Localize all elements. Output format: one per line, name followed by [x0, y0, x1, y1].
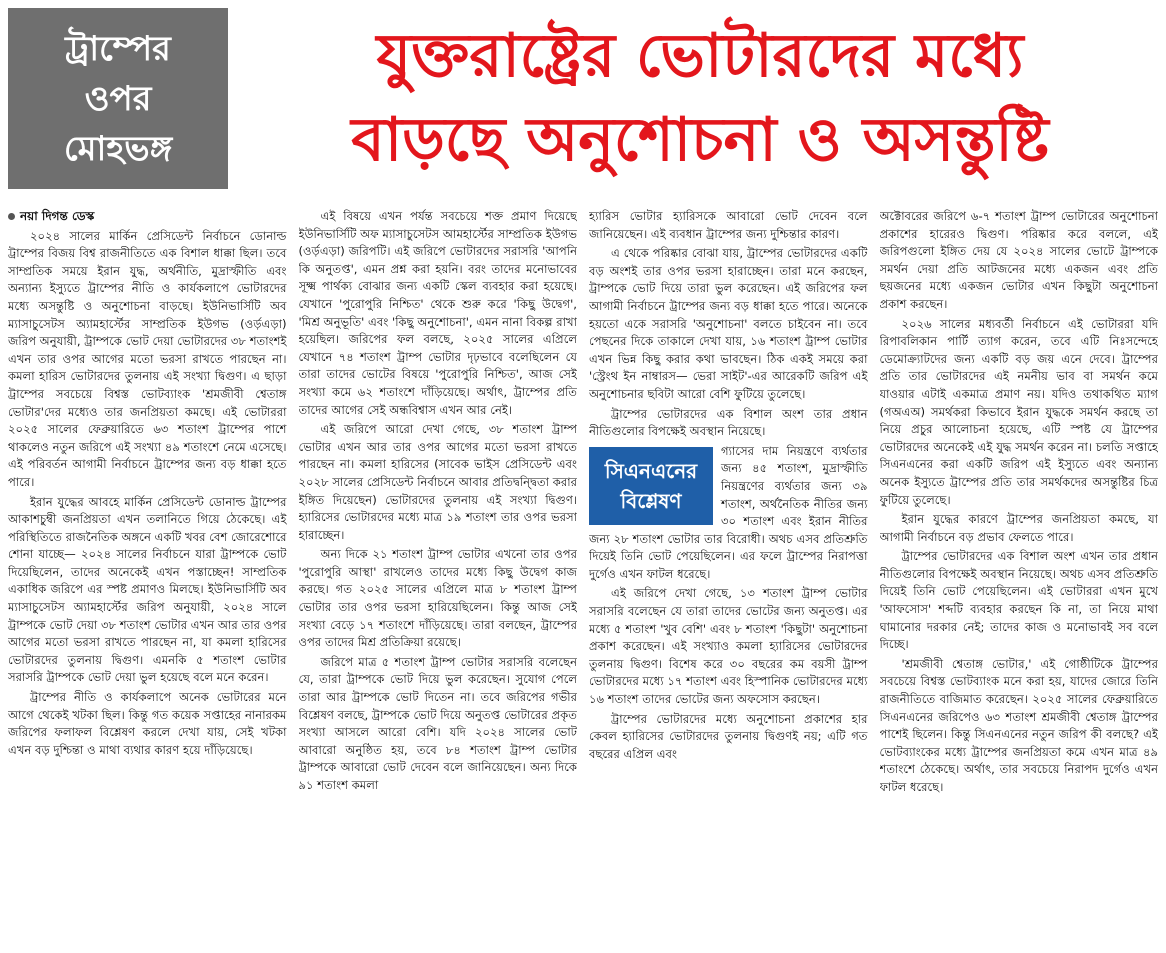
- article-column: [589, 208, 868, 946]
- article-column: [880, 208, 1159, 946]
- analysis-box-line: সিএনএনের: [604, 458, 698, 483]
- paragraph: ২০২৬ সালের মধ্যবর্তী নির্বাচনে এই ভোটাররা যদি রিপাবলিকান পার্টি ত্যাগ করেন, তবে এটি নিঃসন্দেহে ডেমোক্র্যাটদের জন্য একটি বড় জয় এনে দেবে। ট্রাম্পের প্রতি তার ভোটারদের এই নমনীয় ভাব বা সমর্থন কমে যাওয়ার এটাই একমাত্র প্রমাণ নয়। যদিও তথাকথিত ম্যাগ (গঅএঅ) সমর্থকরা কিভাবে ইরান যুদ্ধকে সমর্থন করছে তা নিয়ে প্রচুর আলোচনা হয়েছে, এটি স্পষ্ট যে ট্রাম্পের ভোটারদের অনেকেই এই যুদ্ধ সমর্থন করেন না। চলতি সপ্তাহে সিএনএনের করা একটি জরিপ এই ইস্যুতে এবং অন্যান্য অনেক ইস্যুতে ট্রাম্পের প্রতি তার সমর্থকদের অসন্তুষ্টির চিত্র ফুটিয়ে তুলেছে।: [879, 316, 1158, 507]
- paragraph: ট্রাম্পের ভোটারদের এক বিশাল অংশ তার প্রধান নীতিগুলোর বিপক্ষেই অবস্থান নিয়েছে।: [589, 406, 868, 439]
- paragraph: ট্রাম্পের নীতি ও কার্যকলাপে অনেক ভোটারের মনে আগে থেকেই খটকা ছিল। কিন্তু গত কয়েক সপ্তাহের নানারকম জরিপের ফলাফল বিশ্লেষণ করলে দেখা যায়, সেই খটকা এখন বড় দুশ্চিন্তা ও মাথা ব্যথার কারণ হয়ে দাঁড়িয়েছে।: [8, 690, 287, 757]
- paragraph: ট্রাম্পের ভোটারদের এক বিশাল অংশ এখন তার প্রধান নীতিগুলোর বিপক্ষেই অবস্থান নিয়েছে। অথচ এসব প্রতিশ্রুতি দিয়েই তিনি ভোট পেয়েছিলেন। এই ভোটাররা এখন মুখে 'আফসোস' শব্দটি ব্যবহার করছেন কি না, তা নিয়ে মাথা ঘামানোর দরকার নেই; তাদের কাজ ও মনোভাবই সব বলে দিচ্ছে।: [879, 549, 1158, 652]
- paragraph: ইরান যুদ্ধের আবহে মার্কিন প্রেসিডেন্ট ডোনাল্ড ট্রাম্পের আকাশচুম্বী জনপ্রিয়তা এখন তলানিতে গিয়ে ঠেকেছে। এই পরিস্থিতিতে রাজনৈতিক অঙ্গনে একটি খবর বেশ জোরেশোরে শোনা যাচ্ছে— ২০২৪ সালের নির্বাচনে যারা ট্রাম্পকে ভোট দিয়েছিলেন, তাদের অনেকেই এখন পস্তাচ্ছেন! সাম্প্রতিক একাধিক জরিপে এর স্পষ্ট প্রমাণও মিলছে। ইউনিভার্সিটি অব ম্যাসাচুসেটস অ্যামহার্স্টের জরিপ অনুযায়ী, ২০২৪ সালে ট্রাম্পকে ভোট দেয়া ৩৮ শতাংশ ভোটার এখন আর তার ওপর আগের মতো ভরসা রাখতে পারছেন না, যা কমলা হারিসের ভোটারদের তুলনায় দ্বিগুণ। এমনকি ৫ শতাংশ ভোটার সরাসরি ট্রাম্পকে ভোট দেয়া ভুল হয়েছে বলে মনে করেন।: [8, 494, 287, 685]
- paragraph: জরিপে মাত্র ৫ শতাংশ ট্রাম্প ভোটার সরাসরি বলেছেন যে, তারা ট্রাম্পকে ভোট দিয়ে ভুল করেছেন। সুযোগ পেলে তারা আর ট্রাম্পকে ভোট দিতেন না। তবে জরিপের গভীর বিশ্লেষণ বলছে, ট্রাম্পকে ভোট দিয়ে অনুতপ্ত ভোটারের প্রকৃত সংখ্যা আসলে আরো বেশি। যদি ২০২৪ সালের ভোট আবারো অনুষ্ঠিত হয়, তবে ৮৪ শতাংশ ট্রাম্প ভোটার ট্রাম্পকে আবারো ভোট দেবেন বলে জানিয়েছেন। অন্য দিকে ৯১ শতাংশ কমলা: [298, 654, 577, 792]
- paragraph: হ্যারিস ভোটার হ্যারিসকে আবারো ভোট দেবেন বলে জানিয়েছেন। এই ব্যবধান ট্রাম্পের জন্য দুশ্চিন্তার কারণ।: [589, 209, 868, 241]
- headline: [240, 14, 1160, 182]
- headline-line: বাড়ছে অনুশোচনা ও অসন্তুষ্টি: [351, 105, 1049, 175]
- article-body: [8, 208, 1158, 946]
- paragraph: ট্রাম্পের ভোটারদের মধ্যে অনুশোচনা প্রকাশের হার কেবল হ্যারিসের ভোটারদের তুলনায় দ্বিগুণই নয়; এটি গত বছরের এপ্রিল এবং: [589, 711, 868, 761]
- paragraph: ২০২৪ সালের মার্কিন প্রেসিডেন্ট নির্বাচনে ডোনাল্ড ট্রাম্পের বিজয় বিশ্ব রাজনীতিতে এক বিশাল ধাক্কা ছিল। তবে সাম্প্রতিক সময়ে ইরান যুদ্ধ, অর্থনীতি, মুদ্রাস্ফীতি এবং অন্যান্য ইস্যুতে ট্রাম্পের নীতি ও কার্যকলাপে ভোটারদের মধ্যে অসন্তুষ্টি ও অনুশোচনা বাড়ছে। ইউনিভার্সিটি অব ম্যাসাচুসেটস অ্যামহার্স্টের সাম্প্রতিক ইউগভ (ওর্ড়এড়া) জরিপ অনুযায়ী, ট্রাম্পকে ভোট দেয়া ভোটারদের ৩৮ শতাংশই এখন তার ওপর আগের মতো ভরসা রাখতে পারছেন না। কমলা হারিস ভোটারদের তুলনায় এই সংখ্যা দ্বিগুণ। এ ছাড়া ট্রাম্পের সবচেয়ে বিশ্বস্ত ভোটব্যাংক 'শ্রমজীবী শ্বেতাঙ্গ ভোটার'দের মধ্যেও তার জনপ্রিয়তা কমছে। এই ভোটাররা ২০২৫ সালের ফেব্রুয়ারিতে ৬৩ শতাংশ ট্রাম্পের পাশে থাকলেও নতুন জরিপে এই সংখ্যা ৪৯ শতাংশে নেমে এসেছে। এই পরিবর্তন আগামী নির্বাচনে ট্রাম্পের জন্য বড় ধাক্কা হতে পারে।: [8, 228, 287, 489]
- bullet-icon: [8, 213, 15, 220]
- kicker-line: ওপর: [84, 78, 152, 119]
- paragraph: ইরান যুদ্ধের কারণে ট্রাম্পের জনপ্রিয়তা কমছে, যা আগামী নির্বাচনে বড় প্রভাব ফেলতে পারে।: [879, 512, 1158, 544]
- paragraph: গ্যাসের দাম নিয়ন্ত্রণে ব্যর্থতার জন্য ৪৫ শতাংশ, মুদ্রাস্ফীতি নিয়ন্ত্রণের ব্যর্থতার জন্য ৩৯ শতাংশ, অর্থনৈতিক নীতির জন্য ৩০ শতাংশ এবং ইরান নীতির জন্য ২৮ শতাংশ ভোটার তার বিরোধী। অথচ এসব প্রতিশ্রুতি দিয়েই তিনি ভোট পেয়েছিলেন। এর ফলে ট্রাম্পের নিরাপত্তা দুর্গেও এখন ফাটল ধরেছে।: [589, 443, 868, 581]
- kicker-box: [8, 8, 228, 189]
- paragraph: 'শ্রমজীবী শ্বেতাঙ্গ ভোটার,' এই গোষ্ঠীটিকে ট্রাম্পের সবচেয়ে বিশ্বস্ত ভোটব্যাংক মনে করা হয়, যাদের জোরে তিনি রাজনীতিতে বাজিমাত করেছেন। ২০২৫ সালের ফেব্রুয়ারিতে সিএনএনের জরিপেও ৬৩ শতাংশ শ্রমজীবী শ্বেতাঙ্গ ট্রাম্পের পাশেই ছিলেন। কিন্তু সিএনএনের নতুন জরিপ কী বলছে? এই ভোটব্যাংকের মধ্যে ট্রাম্পের জনপ্রিয়তা কমে এখন মাত্র ৪৯ শতাংশে ঠেকেছে। অর্থাৎ, তার সবচেয়ে নিরাপদ দুর্গেও এখন ফাটল ধরেছে।: [879, 656, 1158, 794]
- paragraph: এই জরিপে দেখা গেছে, ১৩ শতাংশ ট্রাম্প ভোটার সরাসরি বলেছেন যে তারা তাদের ভোটের জন্য অনুতপ্ত। এর মধ্যে ৫ শতাংশ 'খুব বেশি' এবং ৮ শতাংশ 'কিছুটা' অনুশোচনা প্রকাশ করেছেন। এই সংখ্যাও কমলা হ্যারিসের ভোটারদের তুলনায় দ্বিগুণ। বিশেষ করে ৩০ বছরের কম বয়সী ট্রাম্প ভোটারদের মধ্যে ১৭ শতাংশ এবং হিস্পানিক ভোটারদের মধ্যে ১৬ শতাংশ তাদের ভোটের জন্য অফসোস করছেন।: [589, 586, 868, 707]
- paragraph: অক্টোবরের জরিপে ৬-৭ শতাংশ ট্রাম্প ভোটারের অনুশোচনা প্রকাশের হারেরও দ্বিগুণ। পরিষ্কার করে বললে, এই জরিপগুলো ইঙ্গিত দেয় যে ২০২৪ সালের ভোটে ট্রাম্পকে সমর্থন দেয়া প্রতি আটজনের মধ্যে একজন এবং প্রতি ছয়জনের মধ্যে একজন ভোটার এখন কিছুটা অনুশোচনা প্রকাশ করছেন।: [879, 209, 1158, 311]
- article-column: [8, 208, 287, 946]
- headline-line: যুক্তরাষ্ট্রের ভোটারদের মধ্যে: [376, 21, 1024, 91]
- paragraph: এই বিষয়ে এখন পর্যন্ত সবচেয়ে শক্ত প্রমাণ দিয়েছে ইউনিভার্সিটি অফ ম্যাসাচুসেটস আমহার্স্টের সাম্প্রতিক ইউগভ (ওর্ড়এড়া) জরিপটি। এই জরিপে ভোটারদের সরাসরি 'আপনি কি অনুতপ্ত', এমন প্রশ্ন করা হয়নি। বরং তাদের মনোভাবের সূক্ষ্ম পার্থক্য বোঝার জন্য একটি স্কেল ব্যবহার করা হয়েছে। যেখানে 'পুরোপুরি নিশ্চিত' থেকে শুরু করে 'কিছু উদ্বেগ', 'মিশ্র অনুভূতি' এবং 'কিছু অনুশোচনা', এমন নানা বিকল্প রাখা হয়েছিল। জরিপের ফল বলছে, ২০২৫ সালের এপ্রিলে যেখানে ৭৪ শতাংশ ট্রাম্প ভোটার দৃঢ়ভাবে বলেছিলেন যে তারা তাদের ভোটের বিষয়ে 'পুরোপুরি নিশ্চিত', আজ সেই সংখ্যা কমে ৬২ শতাংশে দাঁড়িয়েছে। অর্থাৎ, ট্রাম্পের প্রতি তাদের আগের সেই অন্ধবিশ্বাস এখন আর নেই।: [298, 209, 577, 417]
- analysis-box: [589, 447, 713, 525]
- byline-text: নয়া দিগন্ত ডেস্ক: [20, 209, 95, 223]
- paragraph: এই জরিপে আরো দেখা গেছে, ৩৮ শতাংশ ট্রাম্প ভোটার এখন আর তার ওপর আগের মতো ভরসা রাখতে পারছেন না। কমলা হারিসের (সাবেক ভাইস প্রেসিডেন্ট এবং ২০২৮ সালের প্রেসিডেন্ট নির্বাচনে আবার প্রতিদ্বন্দ্বিতা করার ইঙ্গিত দিয়েছেন) ভোটারদের তুলনায় এই সংখ্যা দ্বিগুণ। হ্যারিসের ভোটারদের মধ্যে মাত্র ১৯ শতাংশ তার ওপর ভরসা হারাচ্ছেন।: [298, 422, 577, 542]
- paragraph: এ থেকে পরিষ্কার বোঝা যায়, ট্রাম্পের ভোটারদের একটি বড় অংশই তার ওপর ভরসা হারাচ্ছেন। তারা মনে করছেন, ট্রাম্পকে ভোট দিয়ে তারা ভুল করেছেন। এই জরিপের ফল আগামী নির্বাচনে ট্রাম্পের জন্য বড় ধাক্কা হতে পারে। অনেকে হয়তো একে সরাসরি 'অনুশোচনা' বলতে চাইবেন না। তবে পেছনের দিকে তাকালে দেখা যায়, ১৬ শতাংশ ট্রাম্প ভোটার এখন ভিন্ন কিছু করার কথা ভাবছেন। ঠিক একই সময়ে করা 'স্ট্রেংথ ইন নাম্বারস— ভেরা সাইট'-এর আরেকটি জরিপ এই অনুশোচনার ছবিটা আরো বেশি ফুটিয়ে তুলেছে।: [589, 246, 868, 401]
- article-column: [299, 208, 578, 946]
- kicker-line: ট্রাম্পের: [65, 28, 171, 69]
- paragraph: অন্য দিকে ২১ শতাংশ ট্রাম্প ভোটার এখনো তার ওপর 'পুরোপুরি আস্থা' রাখলেও তাদের মধ্যে কিছু উদ্বেগ কাজ করছে। গত ২০২৫ সালের এপ্রিলে মাত্র ৮ শতাংশ ট্রাম্প ভোটার তার ওপর ভরসা হারিয়েছিলেন। কিন্তু আজ সেই সংখ্যা বেড়ে ১৭ শতাংশে দাঁড়িয়েছে। তারা বলছেন, ট্রাম্পের ওপর তাদের মিশ্র প্রতিক্রিয়া রয়েছে।: [298, 547, 577, 650]
- kicker-line: মোহভঙ্গ: [63, 128, 173, 169]
- analysis-box-line: বিশ্লেষণ: [620, 488, 682, 513]
- byline: [8, 208, 287, 226]
